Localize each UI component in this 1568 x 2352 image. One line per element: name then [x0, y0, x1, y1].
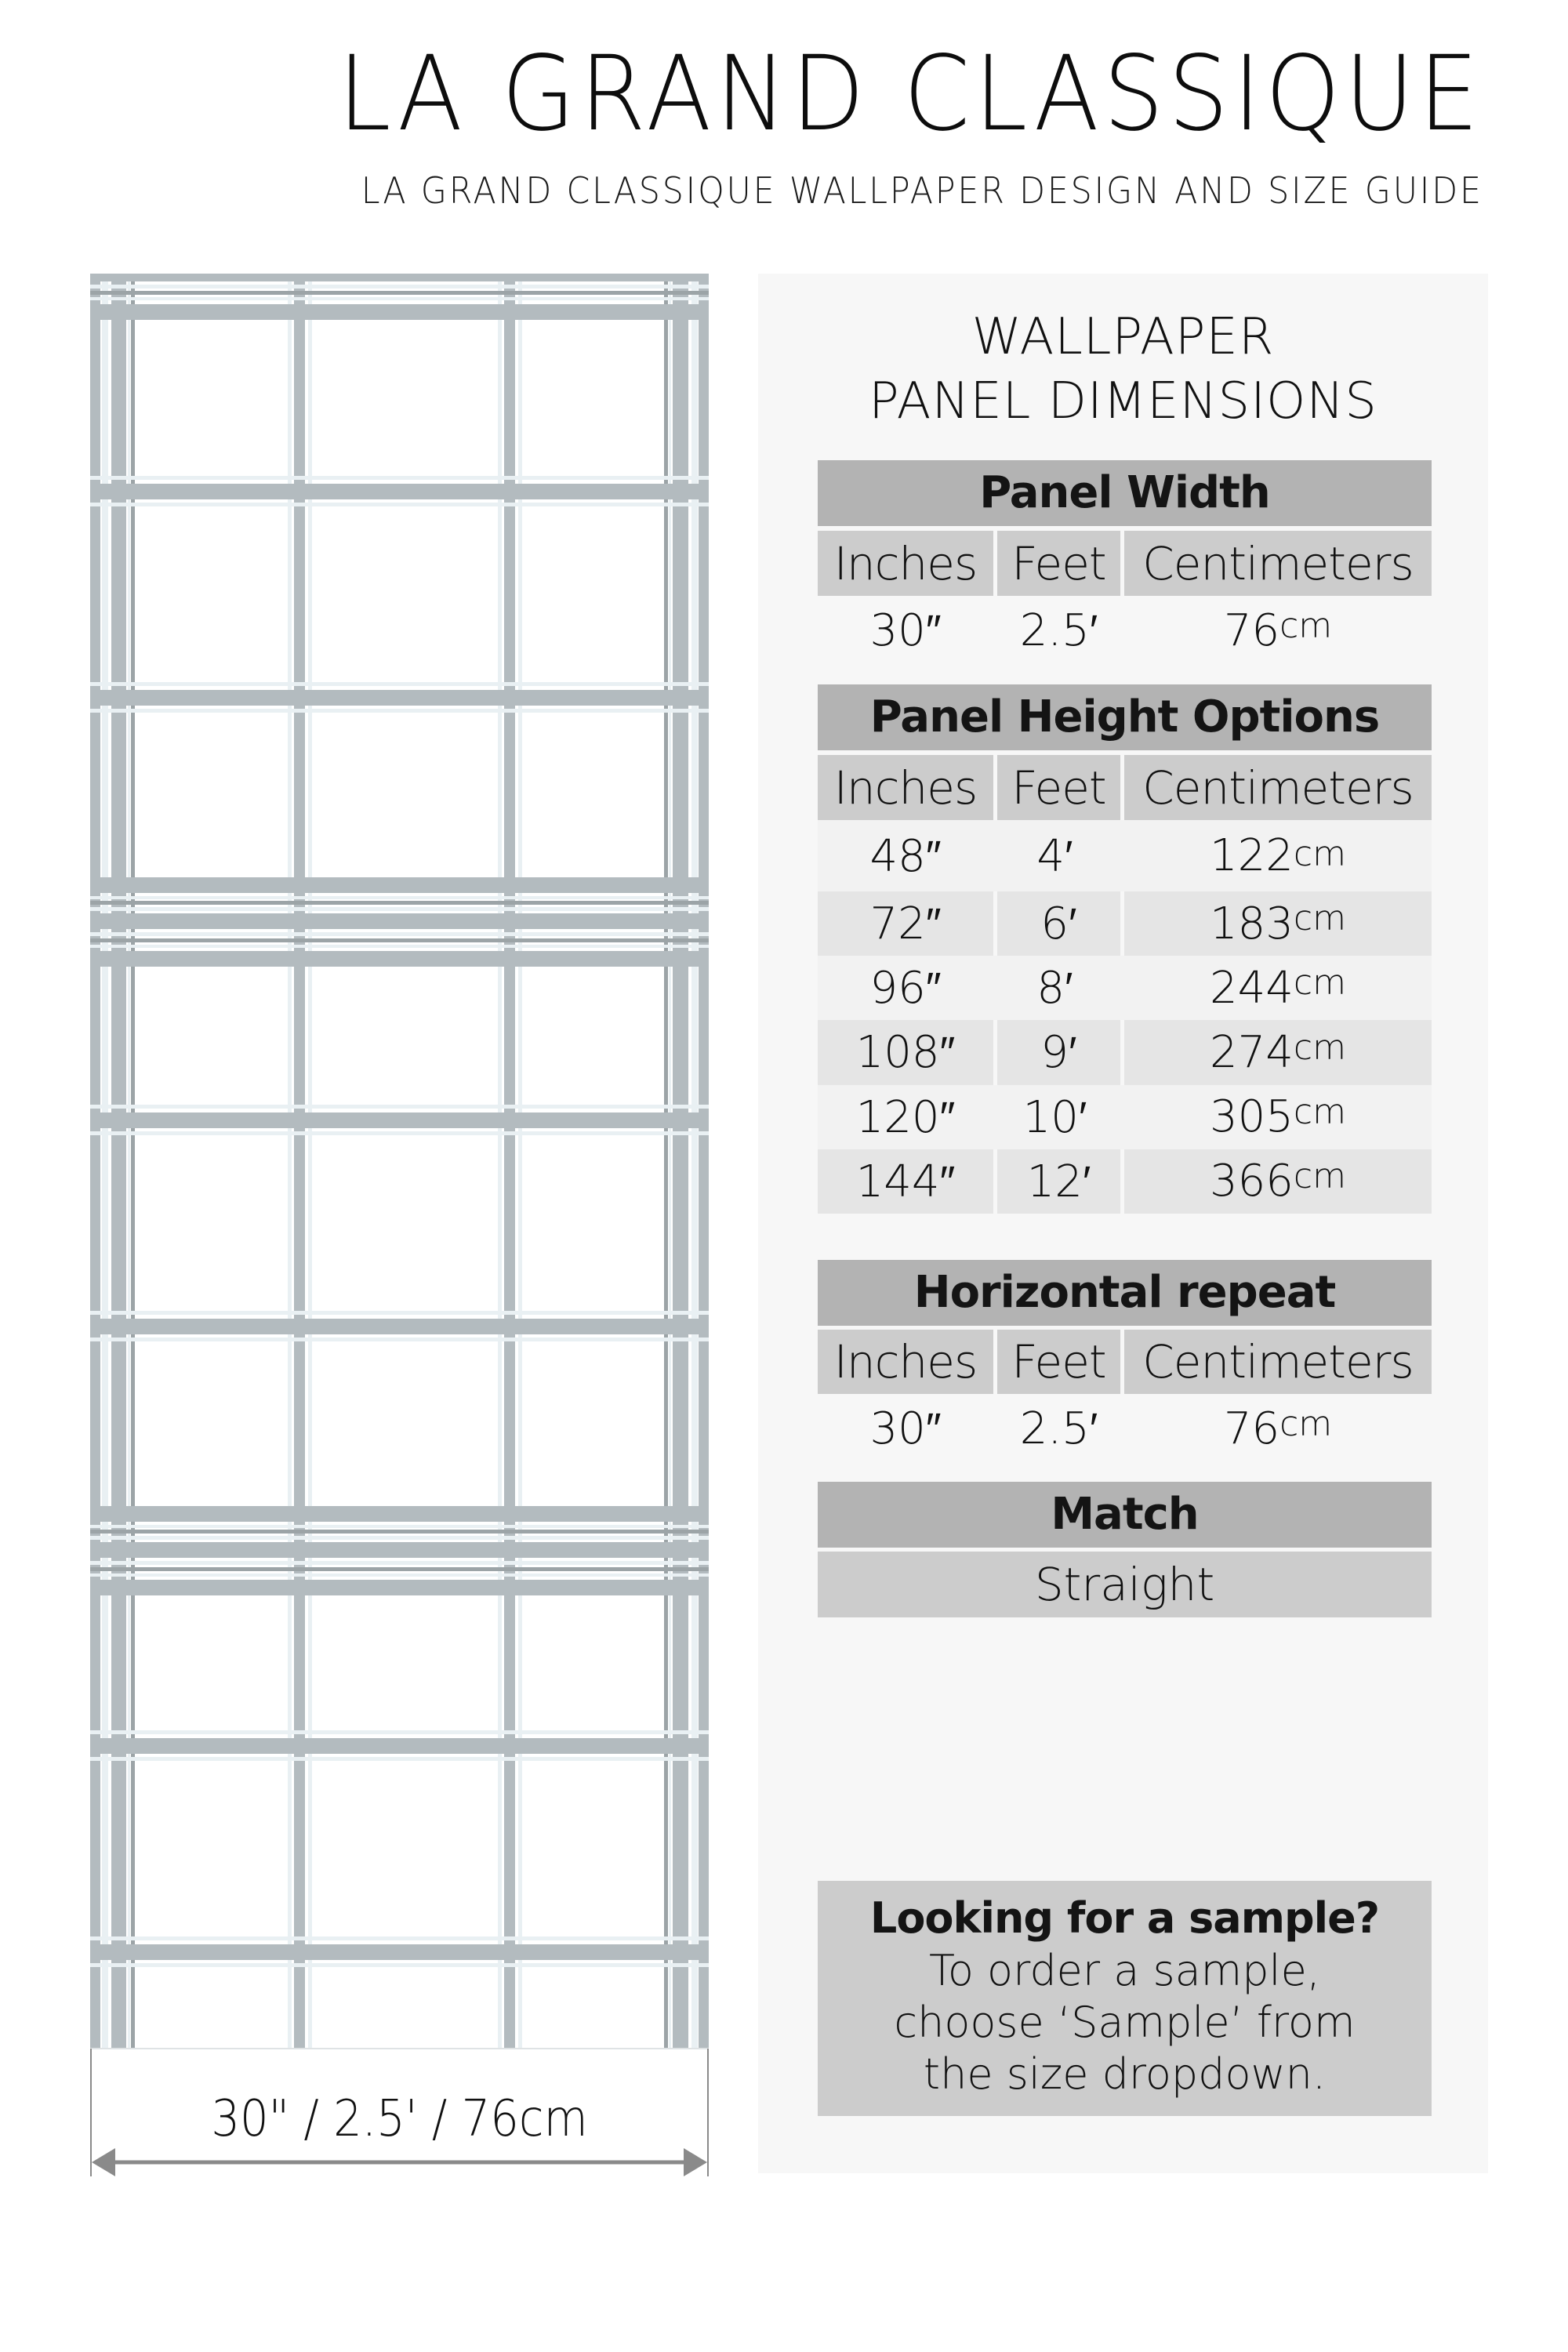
- column-headers: [818, 1330, 1432, 1394]
- height-cm-unit: cm: [1293, 898, 1346, 939]
- sample-line-1: To order a sample,: [929, 1946, 1320, 1995]
- guide-subtitle: LA GRAND CLASSIQUE WALLPAPER DESIGN AND SIZE GUIDE: [361, 169, 1483, 212]
- width-cm: [1124, 597, 1432, 663]
- repeat-cm: [1124, 1396, 1432, 1461]
- height-cm-value: 122: [1210, 830, 1294, 881]
- sample-callout: [818, 1881, 1432, 2116]
- height-feet: 4′: [993, 820, 1120, 891]
- panel-width-label: 30" / 2.5' / 76cm: [211, 2090, 588, 2148]
- height-cm-value: 183: [1210, 898, 1294, 949]
- panel-height-header: Panel Height Options: [818, 684, 1432, 750]
- wallpaper-preview: [90, 274, 709, 2049]
- height-option-row: [818, 820, 1432, 891]
- col-inches: Inches: [818, 755, 993, 820]
- match-header: Match: [818, 1482, 1432, 1548]
- height-cm-unit: cm: [1293, 1156, 1346, 1196]
- height-inches: 96″: [818, 956, 993, 1020]
- height-option-row: [818, 1149, 1432, 1214]
- column-headers: [818, 755, 1432, 820]
- preview-bottom-edge: [90, 2048, 709, 2049]
- col-inches: Inches: [818, 1330, 993, 1394]
- col-centimeters: Centimeters: [1124, 755, 1432, 820]
- panel-width-row: [818, 597, 1432, 663]
- col-feet: Feet: [997, 1330, 1120, 1394]
- dimensions-heading-line2: PANEL DIMENSIONS: [869, 372, 1377, 430]
- height-cm-unit: cm: [1293, 963, 1346, 1004]
- repeat-cm-unit: cm: [1279, 1404, 1333, 1444]
- brand-title: LA GRAND CLASSIQUE: [338, 34, 1483, 154]
- sample-line-2: choose ‘Sample’ from: [894, 1998, 1356, 2047]
- width-feet: 2.5′: [1019, 605, 1098, 656]
- height-cm-value: 244: [1210, 962, 1294, 1014]
- sample-line-3: the size dropdown.: [923, 2049, 1327, 2099]
- height-option-row: [818, 956, 1432, 1020]
- height-cm-unit: cm: [1293, 834, 1346, 874]
- double-arrow-icon: [92, 2148, 707, 2176]
- dimensions-panel: [758, 274, 1488, 2173]
- height-inches: 72″: [818, 891, 993, 956]
- height-option-row: [818, 1020, 1432, 1084]
- height-cm: [1124, 1149, 1432, 1214]
- height-cm: [1120, 1085, 1432, 1149]
- height-cm: [1120, 956, 1432, 1020]
- height-cm-unit: cm: [1293, 1091, 1346, 1132]
- height-cm-value: 305: [1210, 1091, 1294, 1143]
- match-value: Straight: [818, 1552, 1432, 1617]
- dimension-tick-right: [707, 2049, 709, 2176]
- plaid-pattern: [90, 274, 709, 2049]
- height-cm: [1124, 891, 1432, 956]
- col-feet: Feet: [997, 755, 1120, 820]
- height-cm-unit: cm: [1293, 1027, 1346, 1068]
- height-cm-value: 366: [1210, 1156, 1294, 1207]
- height-cm: [1120, 820, 1432, 891]
- height-inches: 108″: [818, 1020, 993, 1084]
- col-feet: Feet: [997, 531, 1120, 596]
- col-inches: Inches: [818, 531, 993, 596]
- column-headers: [818, 531, 1432, 596]
- height-cm: [1124, 1020, 1432, 1084]
- width-cm-value: 76: [1223, 604, 1280, 656]
- repeat-inches: 30″: [869, 1403, 942, 1454]
- repeat-cm-value: 76: [1223, 1403, 1280, 1454]
- height-feet: 9′: [997, 1020, 1120, 1084]
- horizontal-repeat-row: [818, 1396, 1432, 1461]
- dimensions-heading-line1: WALLPAPER: [971, 308, 1275, 366]
- height-inches: 48″: [818, 820, 993, 891]
- repeat-feet: 2.5′: [1019, 1403, 1098, 1454]
- col-centimeters: Centimeters: [1124, 531, 1432, 596]
- sample-instructions: [818, 1945, 1432, 2100]
- sample-heading: Looking for a sample?: [869, 1893, 1380, 1943]
- col-centimeters: Centimeters: [1124, 1330, 1432, 1394]
- width-inches: 30″: [869, 605, 942, 656]
- dimensions-heading: [758, 305, 1488, 434]
- height-feet: 8′: [993, 956, 1120, 1020]
- height-option-row: [818, 1085, 1432, 1149]
- horizontal-repeat-header: Horizontal repeat: [818, 1260, 1432, 1326]
- height-inches: 144″: [818, 1149, 993, 1214]
- height-feet: 6′: [997, 891, 1120, 956]
- panel-width-header: Panel Width: [818, 460, 1432, 526]
- height-cm-value: 274: [1210, 1026, 1294, 1078]
- height-feet: 12′: [997, 1149, 1120, 1214]
- width-cm-unit: cm: [1279, 606, 1333, 646]
- height-option-row: [818, 891, 1432, 956]
- height-feet: 10′: [993, 1085, 1120, 1149]
- height-inches: 120″: [818, 1085, 993, 1149]
